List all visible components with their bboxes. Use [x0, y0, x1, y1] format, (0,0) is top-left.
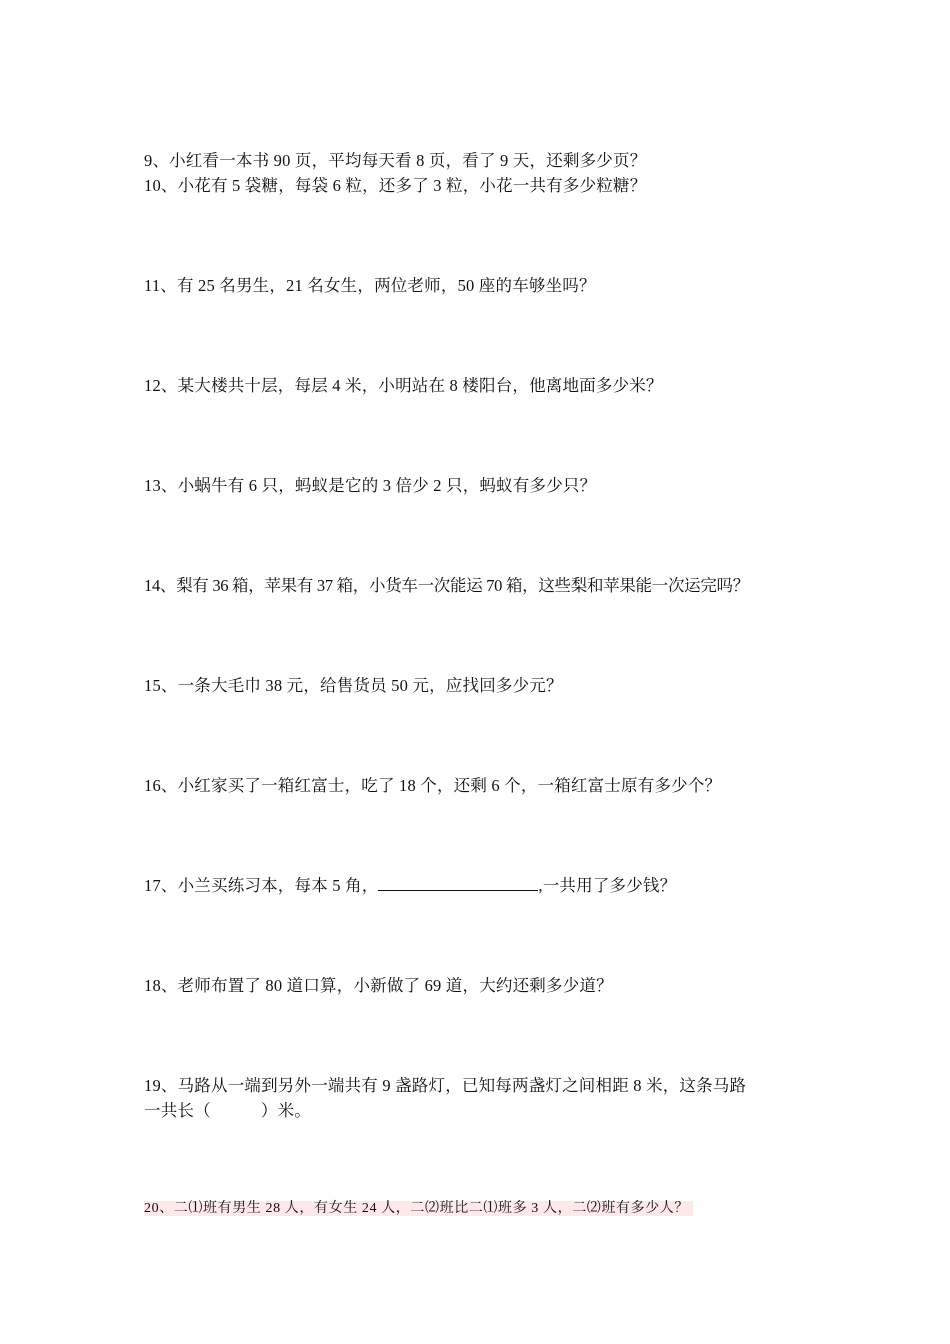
question-17-suffix: ,一共用了多少钱？: [538, 876, 677, 895]
question-19-line-2: 一共长（ ）米。: [144, 1101, 311, 1120]
question-16: 16、小红家买了一箱红富士，吃了 18 个，还剩 6 个，一箱红富士原有多少个？: [144, 776, 722, 795]
question-18: 18、老师布置了 80 道口算，小新做了 69 道，大约还剩多少道？: [144, 976, 613, 995]
question-15: 15、一条大毛巾 38 元，给售货员 50 元，应找回多少元？: [144, 676, 563, 695]
question-13: 13、小蜗牛有 6 只，蚂蚁是它的 3 倍少 2 只，蚂蚁有多少只？: [144, 476, 597, 495]
question-20: [144, 1196, 834, 1221]
question-11: 11、有 25 名男生，21 名女生，两位老师，50 座的车够坐吗？: [144, 276, 596, 295]
question-19-line-1: 19、马路从一端到另外一端共有 9 盏路灯，已知每两盏灯之间相距 8 米，这条马路: [144, 1076, 747, 1095]
question-17-prefix: 17、小兰买练习本，每本 5 角，: [144, 876, 379, 895]
question-17: [144, 873, 834, 898]
answer-blank[interactable]: [378, 874, 538, 891]
question-12: 12、某大楼共十层，每层 4 米，小明站在 8 楼阳台，他离地面多少米？: [144, 376, 663, 395]
question-14: 14、梨有 36 箱，苹果有 37 箱，小货车一次能运 70 箱，这些梨和苹果能一次运完吗？: [144, 576, 749, 595]
question-10: 10、小花有 5 袋糖，每袋 6 粒，还多了 3 粒，小花一共有多少粒糖？: [144, 176, 647, 195]
question-20-text: 20、二⑴班有男生 28 人，有女生 24 人，二⑵班比二⑴班多 3 人，二⑵班有多少人？: [144, 1201, 693, 1216]
question-9: 9、小红看一本书 90 页，平均每天看 8 页，看了 9 天，还剩多少页？: [144, 151, 647, 170]
